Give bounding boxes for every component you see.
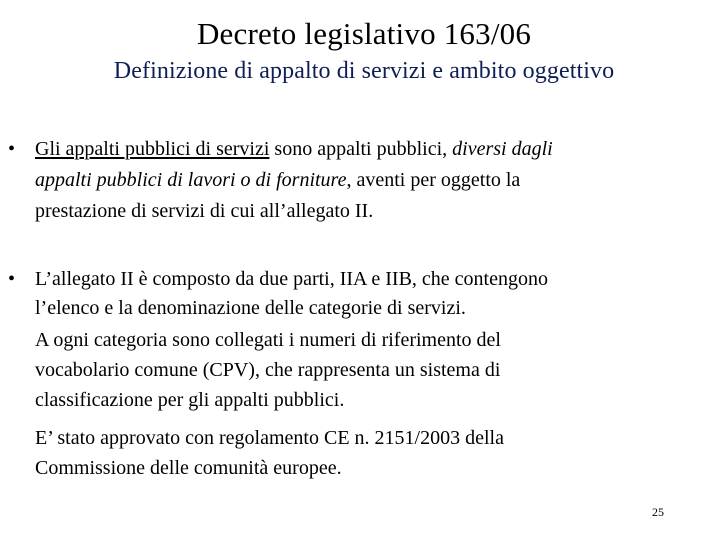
defined-term: Gli appalti pubblici di servizi (35, 138, 270, 160)
para3-line2: Commissione delle comunità europee. (35, 457, 342, 479)
bullet-marker: • (8, 268, 16, 290)
bullet1-line1 (35, 134, 695, 165)
bullet1-emphasis: diversi dagli (452, 138, 553, 160)
bullet1-line3: prestazione di servizi di cui all’allegato II. (35, 200, 374, 222)
para2-line2: vocabolario comune (CPV), che rappresenta un sistema di (35, 359, 501, 381)
slide-title: Decreto legislativo 163/06 (196, 16, 532, 51)
bullet1-text: sono appalti pubblici, (269, 138, 453, 160)
bullet2-line1: L’allegato II è composto da due parti, IIA e IIB, che contengono (35, 268, 548, 290)
para2-line1: A ogni categoria sono collegati i numeri di riferimento del (35, 329, 501, 351)
slide-subtitle: Definizione di appalto di servizi e ambito oggettivo (113, 58, 615, 84)
bullet1-emphasis-cont: appalti pubblici di lavori o di forniture (35, 169, 347, 191)
para3-line1: E’ stato approvato con regolamento CE n. 2151/2003 della (35, 427, 504, 449)
page-number: 25 (652, 505, 664, 519)
para2-line3: classificazione per gli appalti pubblici. (35, 389, 345, 411)
bullet1-line2 (35, 165, 695, 196)
bullet-marker: • (8, 138, 16, 160)
bullet2-line2: l’elenco e la denominazione delle categorie di servizi. (35, 297, 466, 319)
bullet1-text-cont: , aventi per oggetto la (346, 169, 521, 191)
